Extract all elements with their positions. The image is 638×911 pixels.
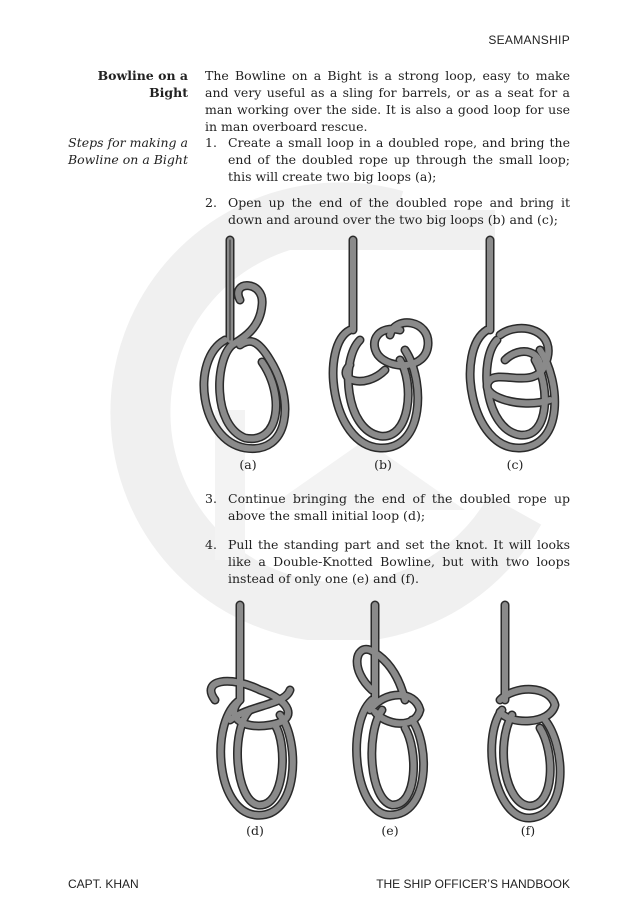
step-text: Continue bringing the end of the doubled rope up above the small initial loop (d); <box>228 491 570 523</box>
section-title: Bowline on a Bight <box>97 68 188 100</box>
knot-diagram-d <box>211 605 293 815</box>
steps-heading: Steps for making a Bowline on a Bight <box>67 135 188 167</box>
knot-diagram-b <box>333 240 428 448</box>
caption-e: (e) <box>381 823 399 838</box>
caption-a: (a) <box>239 457 257 472</box>
intro-paragraph: The Bowline on a Bight is a strong loop, easy to make and very useful as a sling for barrels, or as a seat for a man working over the side. It is also a good loop for use in man overboard rescue. <box>205 68 570 134</box>
caption-d: (d) <box>246 823 264 838</box>
caption-c: (c) <box>506 457 524 472</box>
step-text: Create a small loop in a doubled rope, and bring the end of the doubled rope up through the small loop; this will create two big loops (a); <box>228 135 570 184</box>
caption-b: (b) <box>374 457 392 472</box>
knot-diagram-c <box>470 240 555 448</box>
step-number: 3. <box>205 491 217 506</box>
step-number: 4. <box>205 537 217 552</box>
step-3 <box>205 490 570 524</box>
step-number: 1. <box>205 135 217 150</box>
running-header: SEAMANSHIP <box>488 33 570 47</box>
step-number: 2. <box>205 195 217 210</box>
knot-diagram-e <box>357 605 424 815</box>
step-text: Pull the standing part and set the knot. It will looks like a Double-Knotted Bowline, but with two loops instead of only one (e) and (f). <box>228 537 570 586</box>
knot-diagram-f <box>492 605 560 818</box>
knot-diagram-a <box>204 240 285 449</box>
footer-author: CAPT. KHAN <box>68 877 139 891</box>
step-4 <box>205 536 570 587</box>
caption-f: (f) <box>520 823 536 838</box>
footer-book-title: THE SHIP OFFICER’S HANDBOOK <box>376 877 570 891</box>
step-text: Open up the end of the doubled rope and bring it down and around over the two big loops (b) and (c); <box>228 195 570 227</box>
